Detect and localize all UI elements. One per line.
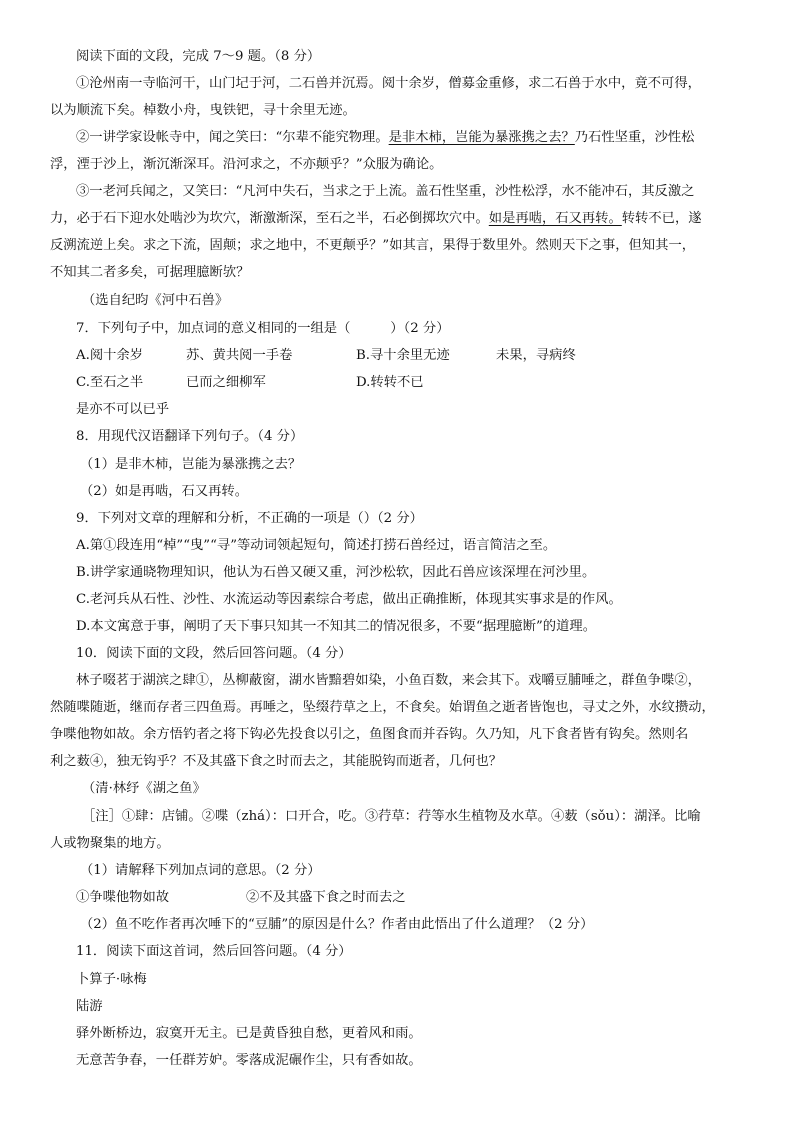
annotation-note: ［注］①肆：店铺。②喋（zhá）：口开合，吃。③荇草：荇等水生植物及水草。④薮（sǒu）：湖泽。比喻 [82, 809, 701, 824]
passage-text: 转转不已，遂 [621, 211, 702, 226]
passage-text: ②一讲学家设帐寺中，闻之笑曰：“尔辈不能究物理。 [76, 130, 389, 145]
poem-line: 无意苦争春，一任群芳妒。零落成泥碾作尘，只有香如故。 [76, 1053, 422, 1068]
question-10-stem: 10．阅读下面的文段，然后回答问题。（4 分） [76, 646, 352, 661]
question-10-word-1: ①争喋他物如故 [76, 890, 170, 905]
passage-line: 反溯流逆上矣。求之下流，固颠；求之地中，不更颠乎？”如其言，果得于数里外。然则天下之事，但知其一， [50, 238, 696, 253]
passage-line [50, 210, 702, 228]
passage-line: 林子啜茗于湖滨之肆①，丛柳蔽窗，湖水皆黯碧如染，小鱼百数，来会其下。戏嚼豆脯唾之，群鱼争喋②， [76, 673, 701, 688]
option-b-1: B.寻十余里无迹 [356, 348, 450, 363]
passage-text: 力，必于石下迎水处啮沙为坎穴，渐激渐深，至石之半，石必倒掷坎穴中。 [50, 211, 489, 226]
question-10-sub1: （1）请解释下列加点词的意思。（2 分） [80, 863, 321, 878]
question-9-stem: 9．下列对文章的理解和分析，不正确的一项是（）（2 分） [76, 511, 423, 526]
passage-line: 然随喋随逝，继而存者三四鱼焉。再唾之，坠缀荇草之上，不食矣。始谓鱼之逝者皆饱也，寻丈之外，水纹攒动， [50, 700, 715, 715]
option-c-2: 已而之细柳军 [186, 375, 266, 390]
question-8-item: （2）如是再啮，石又再转。 [80, 484, 249, 499]
poem-title: 卜算子·咏梅 [76, 972, 147, 987]
question-9-option-c: C.老河兵从石性、沙性、水流运动等因素综合考虑，做出正确推断，体现其实事求是的作风。 [76, 592, 622, 607]
passage-line: 不知其二者多矣，可据理臆断欤？ [50, 265, 250, 280]
poem-line: 驿外断桥边，寂寞开无主。已是黄昏独自愁，更着风和雨。 [76, 1026, 422, 1041]
passage-text: 乃石性坚重，沙性松 [574, 130, 695, 145]
poem-author: 陆游 [76, 999, 103, 1014]
underlined-sentence: 是非木柿，岂能为暴涨携之去？ [388, 130, 575, 145]
passage-line: ③一老河兵闻之，又笑曰：“凡河中失石，当求之于上流。盖石性坚重，沙性松浮，水不能冲石，其反激之 [76, 184, 695, 199]
option-b-2: 未果，寻病终 [496, 348, 576, 363]
question-8-stem: 8．用现代汉语翻译下列句子。（4 分） [76, 429, 304, 444]
question-11-stem: 11．阅读下面这首词，然后回答问题。（4 分） [76, 944, 352, 959]
option-c-1: C.至石之半 [76, 375, 144, 390]
question-9-option-b: B.讲学家通晓物理知识，他认为石兽又硬又重，河沙松软，因此石兽应该深埋在河沙里。 [76, 565, 596, 580]
option-a-1: A.阅十余岁 [76, 348, 144, 363]
underlined-sentence: 如是再啮，石又再转。 [488, 211, 622, 226]
question-9-option-d: D.本文寓意于事，阐明了天下事只知其一不知其二的情况很多，不要“据理臆断”的道理。 [76, 619, 596, 634]
question-9-option-a: A.第①段连用“棹”“曳”“寻”等动词领起短句，简述打捞石兽经过，语言简洁之至。 [76, 538, 557, 553]
option-a-2: 苏、黄共阅一手卷 [186, 348, 293, 363]
source-citation: （清·林纾《湖之鱼》 [82, 781, 206, 796]
option-d-2: 是亦不可以已乎 [76, 402, 170, 417]
passage-intro: 阅读下面的文段，完成 7～9 题。（8 分） [76, 49, 321, 64]
question-10-sub2: （2）鱼不吃作者再次唾下的“豆脯”的原因是什么？作者由此悟出了什么道理？（2 分） [80, 917, 594, 932]
passage-line: 利之薮④，独无钩乎？不及其盛下食之时而去之，其能脱钩而逝者，几何也？ [50, 754, 503, 769]
passage-line: 浮，湮于沙上，渐沉渐深耳。沿河求之，不亦颠乎？”众服为确论。 [50, 157, 443, 172]
passage-line: 争喋他物如故。余方悟钓者之将下钩必先投食以引之，鱼图食而并吞钩。久乃知，凡下食者皆有钩矣。然则名 [50, 727, 689, 742]
annotation-note: 人或物聚集的地方。 [50, 836, 170, 851]
question-7-stem: 7．下列句子中，加点词的意义相同的一组是（ ）（2 分） [76, 321, 450, 336]
question-10-word-2: ②不及其盛下食之时而去之 [246, 890, 406, 905]
option-d-1: D.转转不已 [356, 375, 424, 390]
question-8-item: （1）是非木柿，岂能为暴涨携之去？ [80, 457, 302, 472]
passage-line: 以为顺流下矣。棹数小舟，曳铁钯，寻十余里无迹。 [50, 103, 356, 118]
passage-line [76, 129, 694, 147]
passage-line: ①沧州南一寺临河干，山门圮于河，二石兽并沉焉。阅十余岁，僧募金重修，求二石兽于水中，竟不可得， [76, 76, 701, 91]
source-citation: （选自纪昀《河中石兽》 [82, 293, 229, 308]
